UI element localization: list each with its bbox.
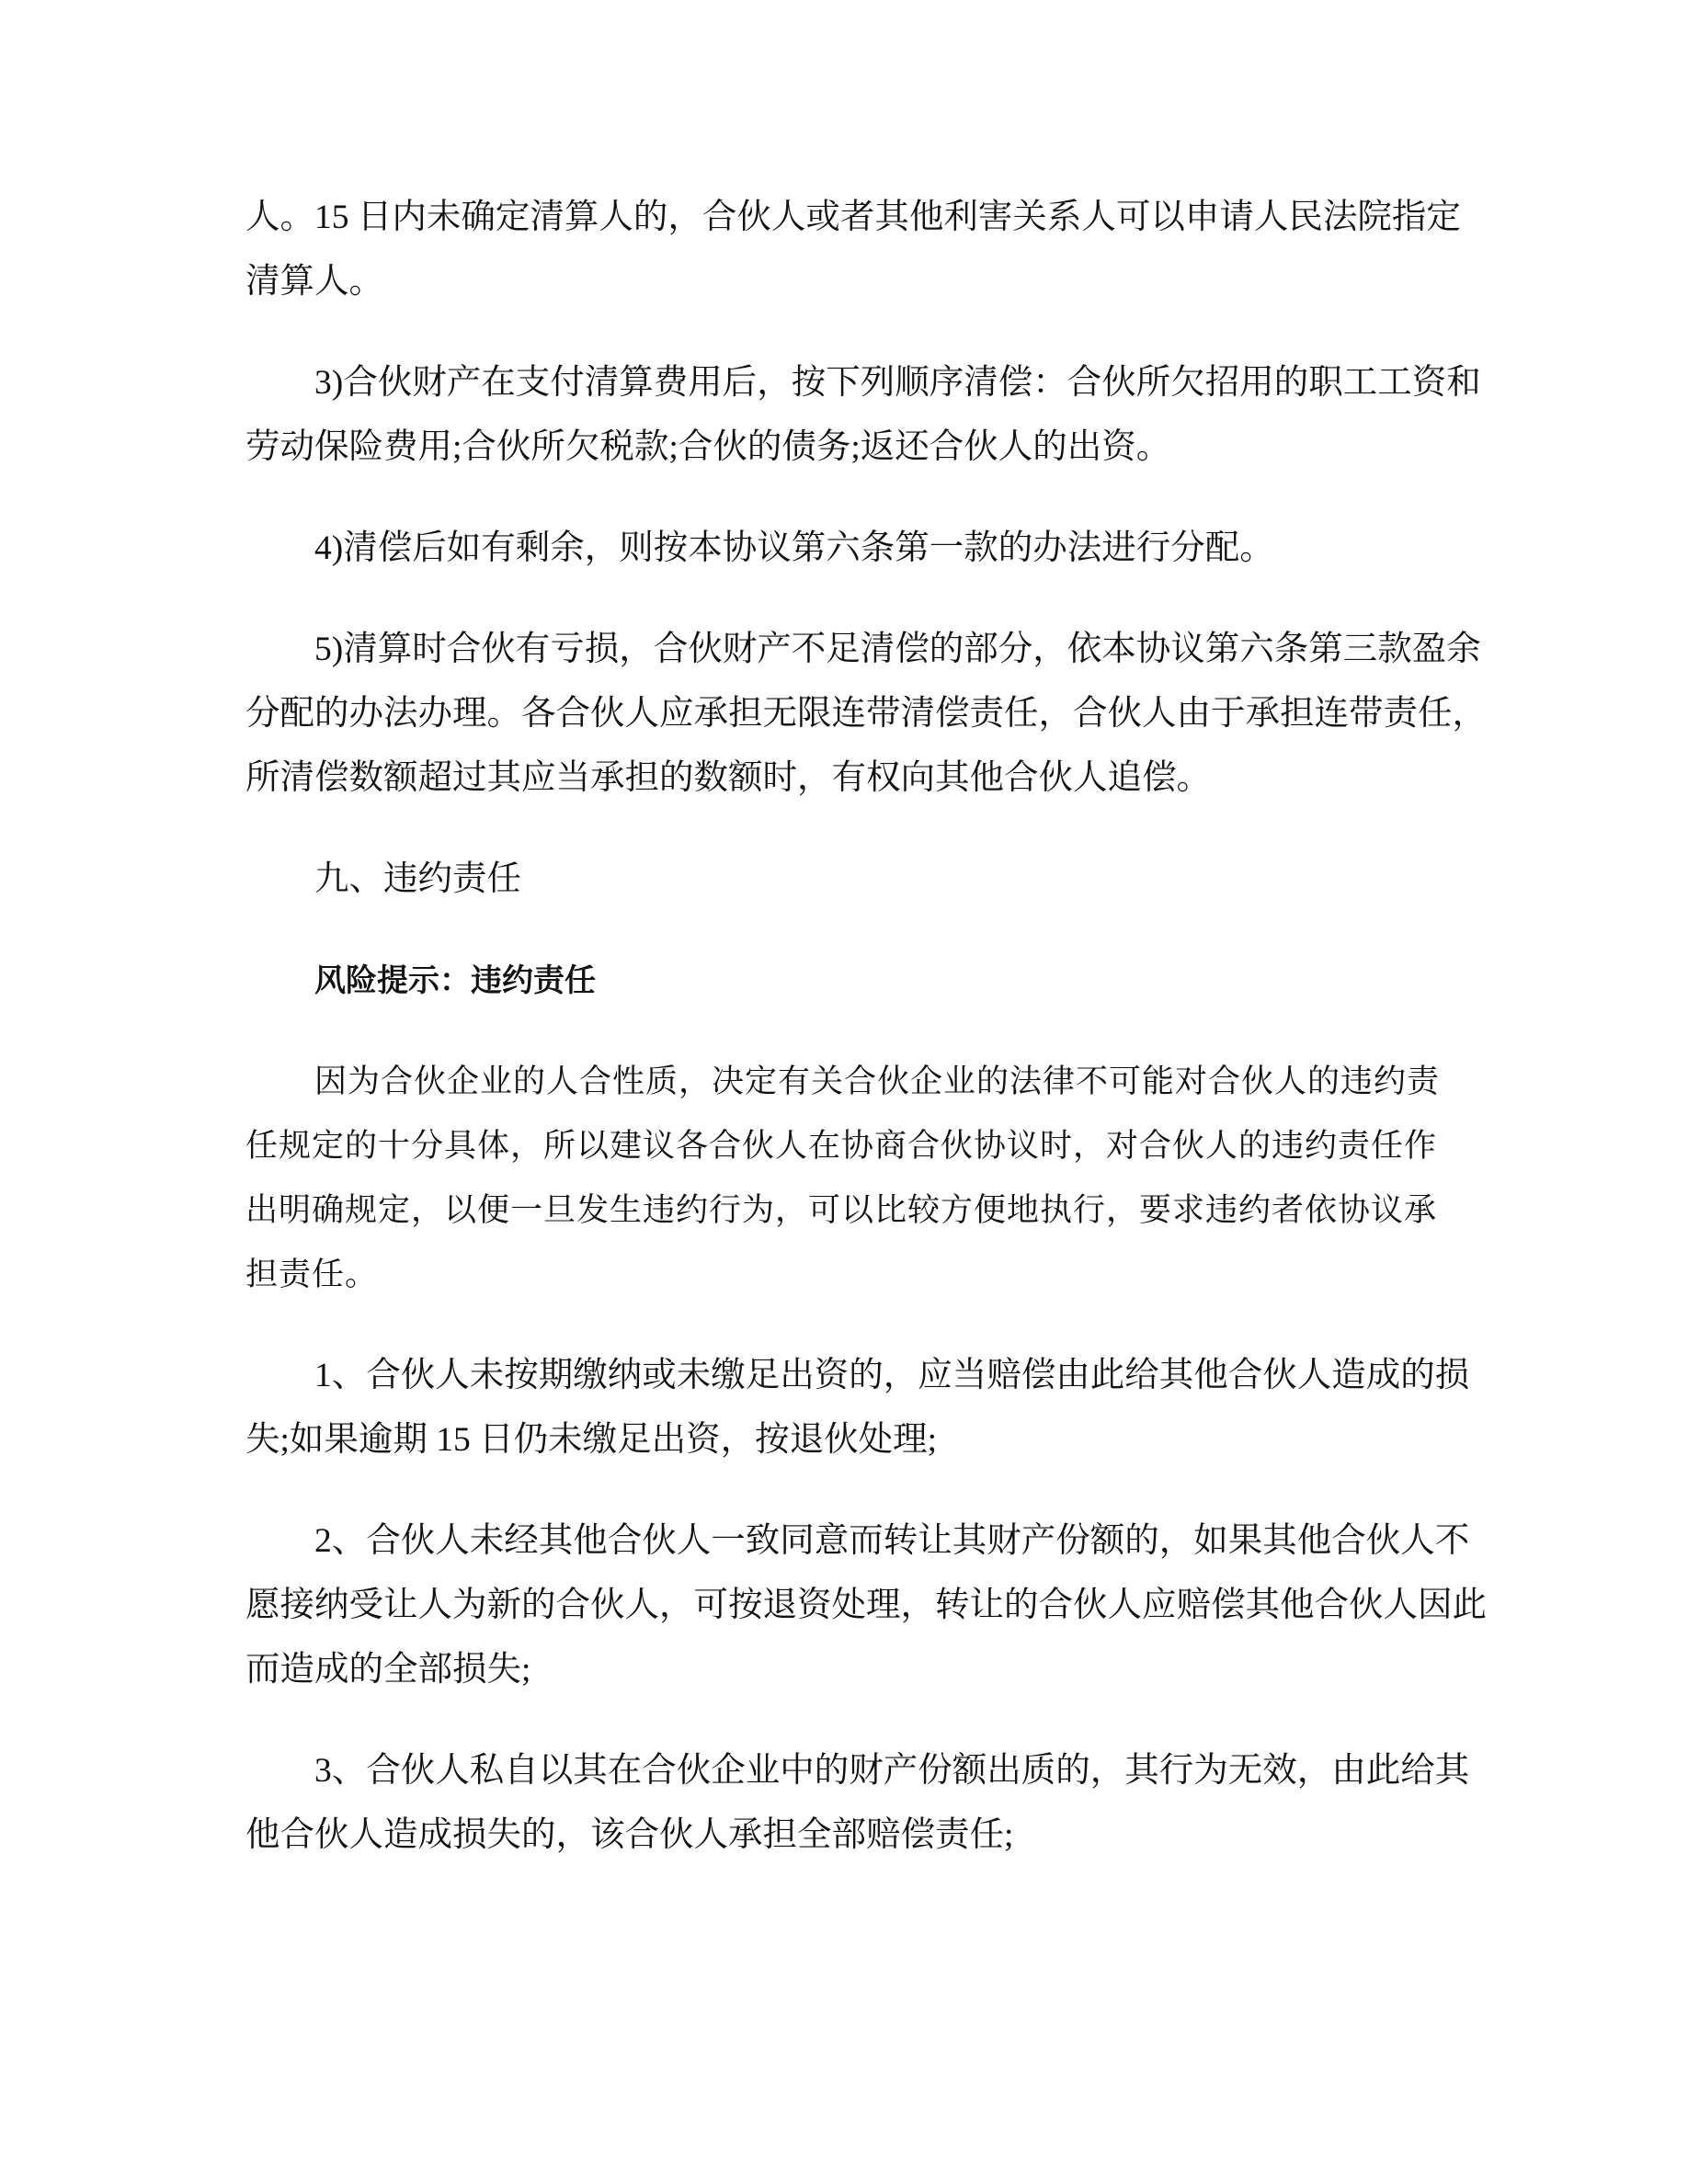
text-line: 1、合伙人未按期缴纳或未缴足出资的，应当赔偿由此给其他合伙人造成的损 [314,1357,1470,1394]
clause-3 [245,1739,1470,1868]
paragraph-item-3 [245,351,1481,480]
section-heading [245,847,1441,912]
clause-2 [245,1509,1487,1702]
text-line: 出明确规定，以便一旦发生违约行为，可以比较方便地执行，要求违约者依协议承 [245,1192,1438,1229]
text-line: 他合伙人造成损失的，该合伙人承担全部赔偿责任; [245,1816,1014,1854]
paragraph-item-5 [245,618,1487,811]
risk-tip-heading [245,949,1441,1013]
paragraph-liquidator [245,186,1461,314]
text-line: 4)清偿后如有剩余，则按本协议第六条第一款的办法进行分配。 [314,529,1274,567]
paragraph-item-4 [245,517,1441,581]
text-line: 2、合伙人未经其他合伙人一致同意而转让其财产份额的，如果其他合伙人不 [314,1522,1470,1560]
section-title: 九、违约责任 [314,860,521,898]
document-page [245,186,1487,1868]
text-line: 3)合伙财产在支付清算费用后，按下列顺序清偿：合伙所欠招用的职工工资和 [314,364,1481,402]
text-line: 所清偿数额超过其应当承担的数额时，有权向其他合伙人追偿。 [245,759,1211,797]
text-line: 失;如果逾期 15 日仍未缴足出资，按退伙处理; [245,1421,938,1459]
text-line: 愿接纳受让人为新的合伙人，可按退资处理，转让的合伙人应赔偿其他合伙人因此 [245,1587,1487,1624]
clause-1 [245,1344,1470,1473]
text-line: 5)清算时合伙有亏损，合伙财产不足清偿的部分，依本协议第六条第三款盈余 [314,631,1481,668]
risk-tip-title: 风险提示：违约责任 [314,962,596,999]
risk-tip-body [245,1050,1441,1307]
text-line: 3、合伙人私自以其在合伙企业中的财产份额出质的，其行为无效，由此给其 [314,1752,1470,1790]
text-line: 劳动保险费用;合伙所欠税款;合伙的债务;返还合伙人的出资。 [245,428,1171,466]
text-line: 清算人。 [245,263,383,301]
text-line: 分配的办法办理。各合伙人应承担无限连带清偿责任，合伙人由于承担连带责任， [245,695,1487,733]
text-line: 因为合伙企业的人合性质，决定有关合伙企业的法律不可能对合伙人的违约责 [314,1064,1441,1100]
text-line: 人。15 日内未确定清算人的，合伙人或者其他利害关系人可以申请人民法院指定 [245,199,1461,236]
text-line: 担责任。 [245,1257,379,1293]
text-line: 任规定的十分具体，所以建议各合伙人在协商合伙协议时，对合伙人的违约责任作 [245,1128,1438,1165]
text-line: 而造成的全部损失; [245,1651,531,1689]
